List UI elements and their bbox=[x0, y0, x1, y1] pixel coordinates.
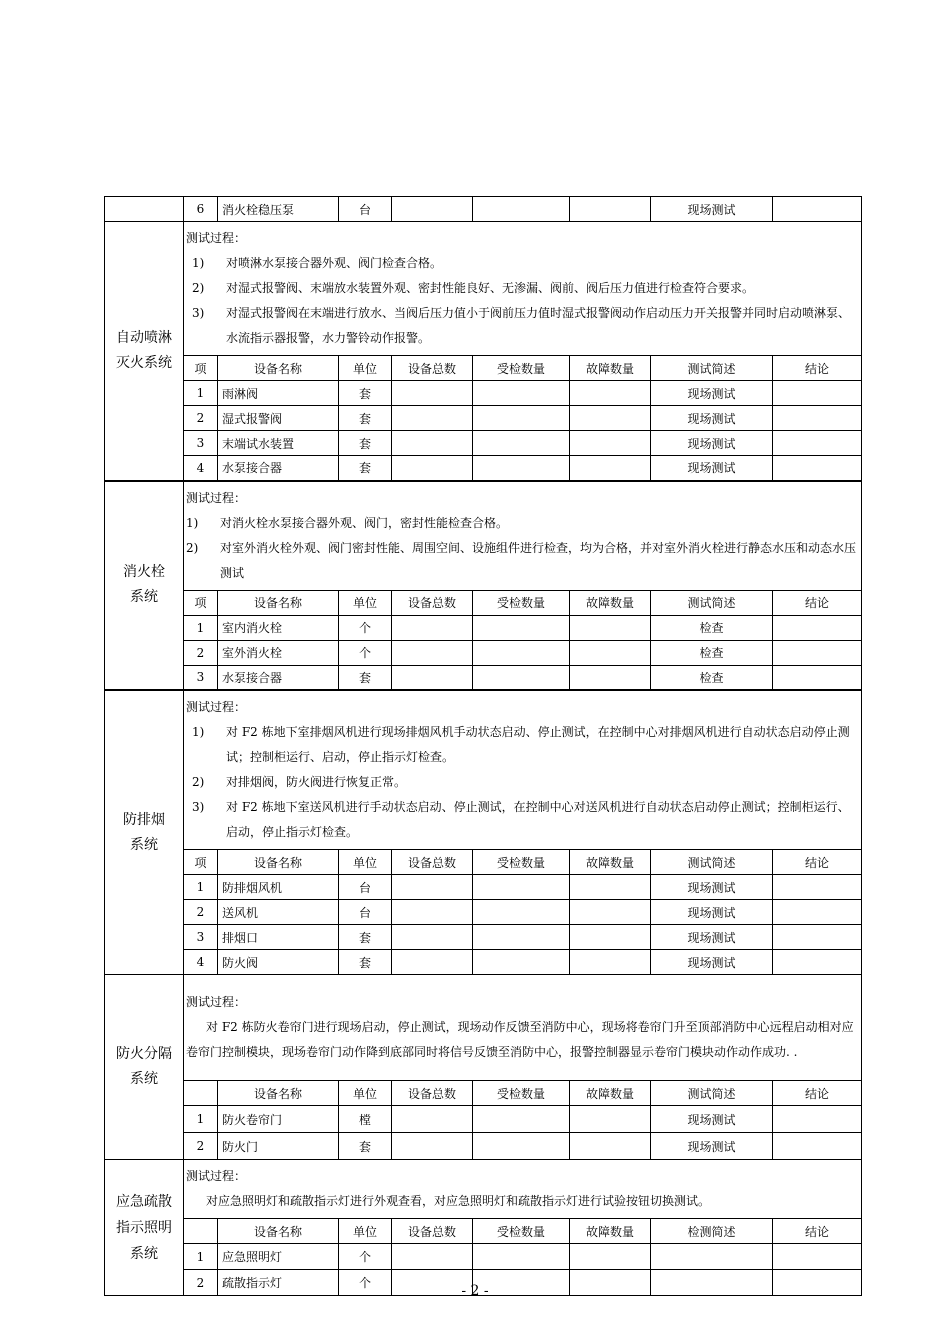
table-row: 3 排烟口 套 现场测试 bbox=[105, 925, 862, 950]
inspection-table bbox=[104, 196, 862, 1296]
table-header-row: 项 设备名称 单位 设备总数 受检数量 故障数量 测试简述 结论 bbox=[105, 850, 862, 875]
table-row: 2 疏散指示灯 个 bbox=[105, 1270, 862, 1296]
table-row: 1 防火卷帘门 樘 现场测试 bbox=[105, 1106, 862, 1133]
section-process-row bbox=[105, 481, 862, 591]
test-process: 测试过程： 1) 对消火栓水泵接合器外观、阀门，密封性能检查合格。 2) 对室外消火栓外观、阀门密封性能、周围空间、设施组件进行检查，均为合格，并对室外消火栓进行静态水压和动态水压测试 bbox=[184, 481, 862, 591]
page-number: - 2 - bbox=[461, 1283, 489, 1299]
table-header-row: 项 设备名称 单位 设备总数 受检数量 故障数量 测试简述 结论 bbox=[105, 590, 862, 615]
table-header-row: 设备名称 单位 设备总数 受检数量 故障数量 检测简述 结论 bbox=[105, 1219, 862, 1244]
section-title-emergency-lighting: 应急疏散 指示照明 系统 bbox=[105, 1160, 184, 1296]
item-no: 6 bbox=[184, 197, 218, 222]
table-header-row: 项 设备名称 单位 设备总数 受检数量 故障数量 测试简述 结论 bbox=[105, 356, 862, 381]
section-title-fire-separation: 防火分隔 系统 bbox=[105, 975, 184, 1160]
table-row: 1 室内消火栓 个 检查 bbox=[105, 615, 862, 640]
table-row bbox=[105, 197, 862, 222]
table-row: 3 水泵接合器 套 检查 bbox=[105, 665, 862, 690]
section-process-row bbox=[105, 975, 862, 1081]
inspection-document bbox=[104, 196, 861, 1296]
unit: 台 bbox=[339, 197, 392, 222]
test-process: 测试过程： 1) 对 F2 栋地下室排烟风机进行现场排烟风机手动状态启动、停止测试，在控制中心对排烟风机进行自动状态启动停止测试；控制柜运行、启动，停止指示灯检查。 2) 对排烟阀，防火阀进行恢复正常。 3) 对 F2 栋地下室送风机进行手动状态启动、停止测试，在控制中心对送风机进行自动状态启动停止测试；控制柜运行、启动，停止指示灯检查。 bbox=[184, 690, 862, 850]
section-title-smoke: 防排烟 系统 bbox=[105, 690, 184, 975]
table-row: 3 末端试水装置 套 现场测试 bbox=[105, 431, 862, 456]
test-process: 测试过程： 对应急照明灯和疏散指示灯进行外观查看，对应急照明灯和疏散指示灯进行试验按钮切换测试。 bbox=[184, 1160, 862, 1219]
section-title-hydrant: 消火栓 系统 bbox=[105, 481, 184, 691]
test-process: 测试过程： 对 F2 栋防火卷帘门进行现场启动，停止测试，现场动作反馈至消防中心，现场将卷帘门升至顶部消防中心远程启动相对应卷帘门控制模块，现场卷帘门动作降到底部同时将信号反馈至消防中心，报警控制器显示卷帘门模块动作动作成功. . bbox=[184, 975, 862, 1081]
section-title-sprinkler: 自动喷淋 灭火系统 bbox=[105, 222, 184, 481]
table-header-row: 设备名称 单位 设备总数 受检数量 故障数量 测试简述 结论 bbox=[105, 1081, 862, 1106]
table-row: 4 水泵接合器 套 现场测试 bbox=[105, 456, 862, 481]
section-process-row bbox=[105, 690, 862, 850]
section-process-row bbox=[105, 1160, 862, 1219]
test-process: 测试过程： 1) 对喷淋水泵接合器外观、阀门检查合格。 2) 对湿式报警阀、末端放水装置外观、密封性能良好、无渗漏、阀前、阀后压力值进行检查符合要求。 3) 对湿式报警阀在末端进行放水、当阀后压力值小于阀前压力值时湿式报警阀动作启动压力开关报警并同时启动喷淋泵、水流指示器报警，水力警铃动作报警。 bbox=[184, 222, 862, 356]
table-row: 2 室外消火栓 个 检查 bbox=[105, 640, 862, 665]
device-name: 消火栓稳压泵 bbox=[218, 197, 339, 222]
table-row: 2 防火门 套 现场测试 bbox=[105, 1133, 862, 1160]
table-row: 4 防火阀 套 现场测试 bbox=[105, 950, 862, 975]
table-row: 1 应急照明灯 个 bbox=[105, 1244, 862, 1270]
table-row: 2 送风机 台 现场测试 bbox=[105, 900, 862, 925]
table-row: 1 雨淋阀 套 现场测试 bbox=[105, 381, 862, 406]
table-row: 2 湿式报警阀 套 现场测试 bbox=[105, 406, 862, 431]
test-method: 现场测试 bbox=[651, 197, 773, 222]
section-process-row bbox=[105, 222, 862, 356]
table-row: 1 防排烟风机 台 现场测试 bbox=[105, 875, 862, 900]
